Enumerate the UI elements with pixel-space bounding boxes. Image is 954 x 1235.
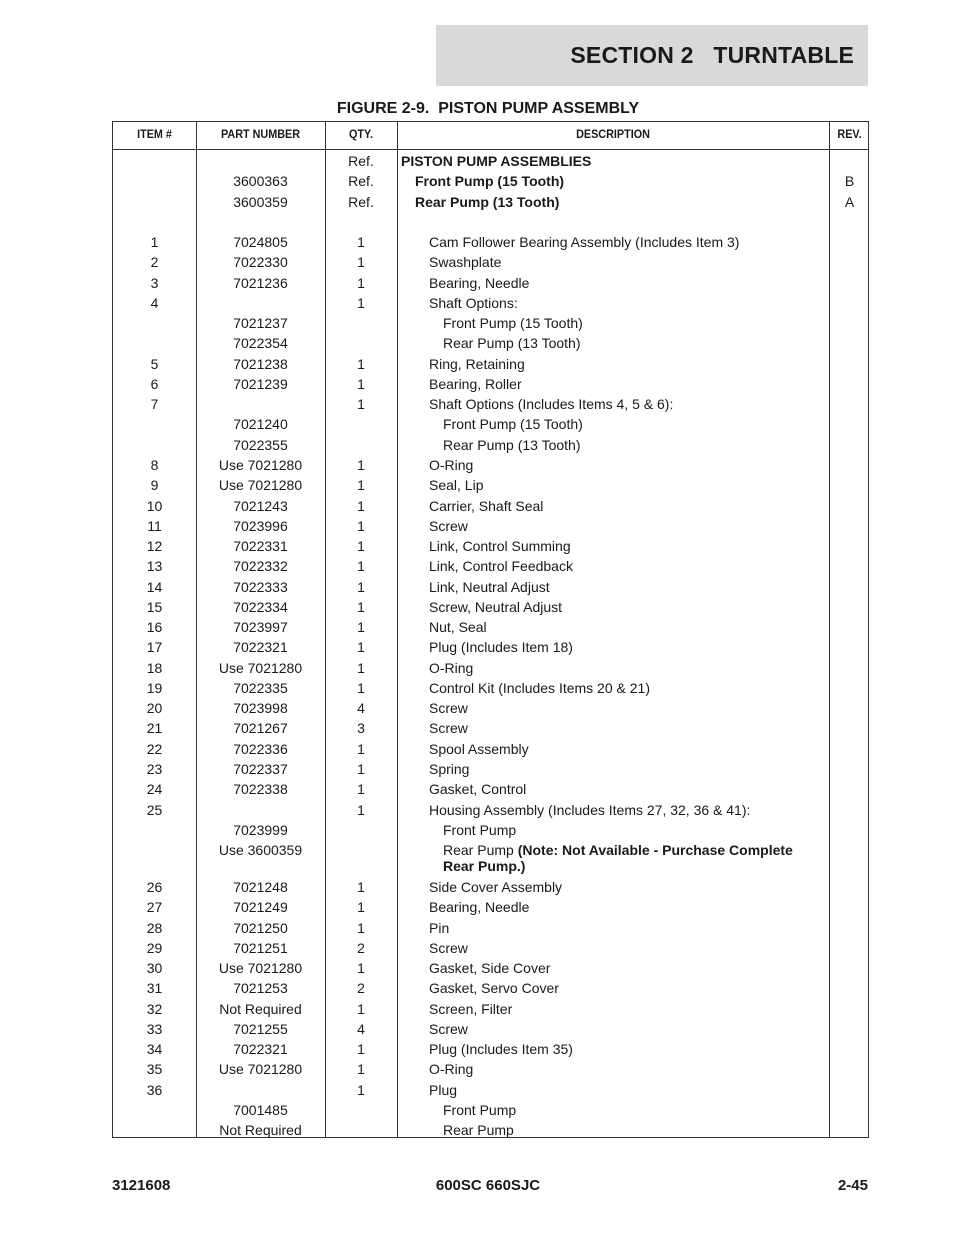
qty-cell: 1 xyxy=(357,355,365,372)
part-number-cell: 7023998 xyxy=(233,700,288,717)
part-number-cell: Use 7021280 xyxy=(218,456,303,473)
part-number-cell: 7022336 xyxy=(233,740,288,757)
qty-cell: 1 xyxy=(357,781,365,798)
description-cell: Screw xyxy=(429,720,468,737)
item-cell: 26 xyxy=(146,879,163,896)
qty-cell: 2 xyxy=(357,980,365,997)
qty-cell: 1 xyxy=(357,740,365,757)
table-row xyxy=(113,820,870,840)
item-cell: 24 xyxy=(146,781,163,798)
part-number-cell: 7021255 xyxy=(233,1020,288,1037)
description-cell xyxy=(397,840,823,874)
table-row xyxy=(113,435,870,455)
item-cell: 28 xyxy=(146,919,163,936)
part-number-cell: 7023996 xyxy=(233,517,288,534)
table-row xyxy=(113,293,870,313)
description-cell: Screw xyxy=(429,517,468,534)
table-row xyxy=(113,759,870,779)
table-row xyxy=(113,536,870,556)
qty-cell: 1 xyxy=(357,659,365,676)
part-number-cell: 7024805 xyxy=(233,234,288,251)
qty-cell: 1 xyxy=(357,1061,365,1078)
part-number-cell: 7022337 xyxy=(233,760,288,777)
item-cell: 9 xyxy=(150,477,159,494)
table-row xyxy=(113,232,870,252)
description-cell: Screw xyxy=(429,1020,468,1037)
qty-cell: 1 xyxy=(357,396,365,413)
item-cell: 34 xyxy=(146,1041,163,1058)
qty-cell: 1 xyxy=(357,578,365,595)
description-cell: Ring, Retaining xyxy=(429,355,525,372)
part-number-cell: 7022331 xyxy=(233,538,288,555)
item-cell: 2 xyxy=(150,254,159,271)
description-cell: PISTON PUMP ASSEMBLIES xyxy=(401,153,592,169)
table-row xyxy=(113,597,870,617)
part-number-cell: 7022330 xyxy=(233,254,288,271)
table-row xyxy=(113,1019,870,1039)
part-number-cell: 7023999 xyxy=(233,821,288,838)
part-number-cell: 7022321 xyxy=(233,1041,288,1058)
part-number-cell: 7021267 xyxy=(233,720,288,737)
description-cell: Screw xyxy=(429,939,468,956)
table-row xyxy=(113,577,870,597)
item-cell: 5 xyxy=(150,355,159,372)
table-row xyxy=(113,455,870,475)
description-cell: Rear Pump (13 Tooth) xyxy=(443,436,581,453)
description-cell: Bearing, Roller xyxy=(429,375,522,392)
description-text: Rear Pump xyxy=(443,842,514,859)
part-number-cell: 7021250 xyxy=(233,919,288,936)
table-row xyxy=(113,151,870,171)
description-cell: Screw xyxy=(429,700,468,717)
section-title: SECTION 2 TURNTABLE xyxy=(570,42,854,68)
item-cell: 8 xyxy=(150,456,159,473)
table-row xyxy=(113,414,870,434)
description-cell: Cam Follower Bearing Assembly (Includes Item 3) xyxy=(429,234,740,251)
table-row xyxy=(113,192,870,212)
part-number-cell: 7021253 xyxy=(233,980,288,997)
qty-cell: 1 xyxy=(357,375,365,392)
qty-cell: 1 xyxy=(357,598,365,615)
description-cell: Gasket, Control xyxy=(429,781,527,798)
table-row xyxy=(113,678,870,698)
table-row xyxy=(113,1120,870,1140)
description-cell: Shaft Options: xyxy=(429,294,518,311)
table-row xyxy=(113,1039,870,1059)
description-cell: Rear Pump (13 Tooth) xyxy=(443,335,581,352)
item-cell: 31 xyxy=(146,980,163,997)
description-cell: Link, Control Feedback xyxy=(429,558,573,575)
description-cell: Front Pump (15 Tooth) xyxy=(443,315,583,332)
qty-cell: 1 xyxy=(357,538,365,555)
table-row xyxy=(113,918,870,938)
column-header-description: DESCRIPTION xyxy=(576,127,650,141)
table-row xyxy=(113,698,870,718)
description-cell: Seal, Lip xyxy=(429,477,484,494)
item-cell: 18 xyxy=(146,659,163,676)
part-number-cell: 7021240 xyxy=(233,416,288,433)
item-cell: 4 xyxy=(150,294,159,311)
footer-page-number: 2-45 xyxy=(837,1177,868,1194)
qty-cell: 1 xyxy=(357,801,365,818)
qty-cell: 1 xyxy=(357,679,365,696)
description-cell: O-Ring xyxy=(429,659,474,676)
part-number-cell: 7021243 xyxy=(233,497,288,514)
qty-cell: Ref. xyxy=(348,153,374,169)
table-row xyxy=(113,496,870,516)
qty-cell: 1 xyxy=(357,760,365,777)
part-number-cell: Not Required xyxy=(219,1000,302,1017)
part-number-cell: Use 3600359 xyxy=(218,842,303,859)
rev-cell: B xyxy=(844,173,855,190)
table-row xyxy=(113,978,870,998)
item-cell: 7 xyxy=(150,396,159,413)
figure-title: FIGURE 2-9. PISTON PUMP ASSEMBLY xyxy=(336,100,640,117)
item-cell: 23 xyxy=(146,760,163,777)
table-row xyxy=(113,252,870,272)
item-cell: 17 xyxy=(146,639,163,656)
description-cell: Pin xyxy=(429,919,450,936)
item-cell: 30 xyxy=(146,960,163,977)
item-cell: 15 xyxy=(146,598,163,615)
description-cell: Control Kit (Includes Items 20 & 21) xyxy=(429,679,650,696)
table-row xyxy=(113,739,870,759)
table-row xyxy=(113,658,870,678)
item-cell: 14 xyxy=(146,578,163,595)
part-number-cell: Use 7021280 xyxy=(218,960,303,977)
description-cell: Link, Neutral Adjust xyxy=(429,578,550,595)
table-row xyxy=(113,212,870,232)
description-cell: Plug (Includes Item 18) xyxy=(429,639,573,656)
item-cell: 32 xyxy=(146,1000,163,1017)
description-cell: Plug xyxy=(429,1081,458,1098)
rev-cell: A xyxy=(844,193,855,210)
qty-cell: 1 xyxy=(357,254,365,271)
description-cell: Spring xyxy=(429,760,470,777)
item-cell: 10 xyxy=(146,497,163,514)
qty-cell: 1 xyxy=(357,899,365,916)
description-cell: Link, Control Summing xyxy=(429,538,571,555)
qty-cell: 1 xyxy=(357,919,365,936)
description-cell: Front Pump xyxy=(443,821,517,838)
item-cell: 13 xyxy=(146,558,163,575)
table-row xyxy=(113,171,870,191)
qty-cell: 1 xyxy=(357,456,365,473)
qty-cell: 1 xyxy=(357,1000,365,1017)
description-cell: Screen, Filter xyxy=(429,1000,513,1017)
column-header-item: ITEM # xyxy=(137,127,172,141)
item-cell: 35 xyxy=(146,1061,163,1078)
description-cell: Front Pump (15 Tooth) xyxy=(443,416,583,433)
description-cell: Rear Pump xyxy=(443,1122,514,1139)
section-header xyxy=(436,25,868,86)
table-row xyxy=(113,374,870,394)
table-row xyxy=(113,516,870,536)
item-cell: 22 xyxy=(146,740,163,757)
qty-cell: 1 xyxy=(357,497,365,514)
table-row xyxy=(113,1100,870,1120)
description-cell: Housing Assembly (Includes Items 27, 32, 36 & 41): xyxy=(429,801,751,818)
qty-cell: 1 xyxy=(357,517,365,534)
part-number-cell: 7023997 xyxy=(233,619,288,636)
qty-cell: 1 xyxy=(357,558,365,575)
qty-cell: 1 xyxy=(357,1041,365,1058)
table-row xyxy=(113,938,870,958)
description-cell: Spool Assembly xyxy=(429,740,529,757)
description-note: (Note: Not Available - Purchase Complete Rear Pump.) xyxy=(443,842,793,875)
table-row xyxy=(113,637,870,657)
part-number-cell: 7021248 xyxy=(233,879,288,896)
part-number-cell: 7022332 xyxy=(233,558,288,575)
table-row xyxy=(113,617,870,637)
description-cell: Shaft Options (Includes Items 4, 5 & 6): xyxy=(429,396,674,413)
item-cell: 19 xyxy=(146,679,163,696)
part-number-cell: Not Required xyxy=(219,1122,302,1139)
qty-cell: 1 xyxy=(357,639,365,656)
item-cell: 3 xyxy=(150,274,159,291)
table-row xyxy=(113,800,870,820)
item-cell: 33 xyxy=(146,1020,163,1037)
part-number-cell: 7021237 xyxy=(233,315,288,332)
qty-cell: 4 xyxy=(357,1020,365,1037)
item-cell: 29 xyxy=(146,939,163,956)
table-body xyxy=(113,151,870,1140)
qty-cell: 1 xyxy=(357,234,365,251)
description-cell: Screw, Neutral Adjust xyxy=(429,598,563,615)
description-cell: O-Ring xyxy=(429,456,474,473)
column-header-qty: QTY. xyxy=(348,127,373,141)
item-cell: 25 xyxy=(146,801,163,818)
part-number-cell: 7022334 xyxy=(233,598,288,615)
description-cell: Front Pump xyxy=(443,1101,517,1118)
part-number-cell: 3600359 xyxy=(233,193,288,210)
description-cell: Nut, Seal xyxy=(429,619,487,636)
part-number-cell: Use 7021280 xyxy=(218,659,303,676)
qty-cell: 1 xyxy=(357,477,365,494)
part-number-cell: 7022338 xyxy=(233,781,288,798)
footer-model: 600SC 660SJC xyxy=(435,1177,541,1194)
item-cell: 36 xyxy=(146,1081,163,1098)
description-cell: Side Cover Assembly xyxy=(429,879,563,896)
qty-cell: 1 xyxy=(357,879,365,896)
table-row xyxy=(113,556,870,576)
part-number-cell: 7022333 xyxy=(233,578,288,595)
qty-cell: 4 xyxy=(357,700,365,717)
qty-cell: 3 xyxy=(357,720,365,737)
table-row xyxy=(113,840,870,877)
qty-cell: 1 xyxy=(357,274,365,291)
table-row xyxy=(113,779,870,799)
table-row xyxy=(113,354,870,374)
footer-document-number: 3121608 xyxy=(112,1177,171,1194)
part-number-cell: 7021238 xyxy=(233,355,288,372)
item-cell: 1 xyxy=(150,234,159,251)
qty-cell: 1 xyxy=(357,619,365,636)
item-cell: 12 xyxy=(146,538,163,555)
part-number-cell: 7021239 xyxy=(233,375,288,392)
qty-cell: 1 xyxy=(357,1081,365,1098)
item-cell: 6 xyxy=(150,375,159,392)
table-row xyxy=(113,1059,870,1079)
description-cell: Front Pump (15 Tooth) xyxy=(415,173,565,190)
description-cell: Plug (Includes Item 35) xyxy=(429,1041,573,1058)
table-row xyxy=(113,958,870,978)
table-row xyxy=(113,897,870,917)
part-number-cell: 7021251 xyxy=(233,939,288,956)
description-cell: Rear Pump (13 Tooth) xyxy=(415,193,560,210)
table-row xyxy=(113,999,870,1019)
qty-cell: 1 xyxy=(357,294,365,311)
qty-cell: 2 xyxy=(357,939,365,956)
part-number-cell: Use 7021280 xyxy=(218,477,303,494)
part-number-cell: 7022335 xyxy=(233,679,288,696)
item-cell: 27 xyxy=(146,899,163,916)
table-row xyxy=(113,475,870,495)
description-cell: O-Ring xyxy=(429,1061,474,1078)
part-number-cell: 3600363 xyxy=(233,173,288,190)
part-number-cell: 7022321 xyxy=(233,639,288,656)
description-cell: Gasket, Side Cover xyxy=(429,960,551,977)
description-cell: Gasket, Servo Cover xyxy=(429,980,559,997)
part-number-cell: 7021249 xyxy=(233,899,288,916)
qty-cell: 1 xyxy=(357,960,365,977)
item-cell: 21 xyxy=(146,720,163,737)
header-divider xyxy=(113,149,868,150)
qty-cell: Ref. xyxy=(348,193,374,210)
table-row xyxy=(113,394,870,414)
part-number-cell: 7022355 xyxy=(233,436,288,453)
parts-table xyxy=(112,121,869,1138)
part-number-cell: 7021236 xyxy=(233,274,288,291)
part-number-cell: 7001485 xyxy=(233,1101,288,1118)
item-cell: 16 xyxy=(146,619,163,636)
table-row xyxy=(113,333,870,353)
part-number-cell: Use 7021280 xyxy=(218,1061,303,1078)
part-number-cell: 7022354 xyxy=(233,335,288,352)
table-row xyxy=(113,877,870,897)
column-header-rev: REV. xyxy=(837,127,862,141)
description-cell: Bearing, Needle xyxy=(429,274,530,291)
qty-cell: Ref. xyxy=(348,173,374,190)
column-header-part-number: PART NUMBER xyxy=(220,127,301,141)
item-cell: 20 xyxy=(146,700,163,717)
description-cell: Swashplate xyxy=(429,254,502,271)
table-row xyxy=(113,1080,870,1100)
description-cell: Bearing, Needle xyxy=(429,899,530,916)
item-cell: 11 xyxy=(147,517,162,534)
table-row xyxy=(113,718,870,738)
table-row xyxy=(113,313,870,333)
table-row xyxy=(113,273,870,293)
description-cell: Carrier, Shaft Seal xyxy=(429,497,544,514)
